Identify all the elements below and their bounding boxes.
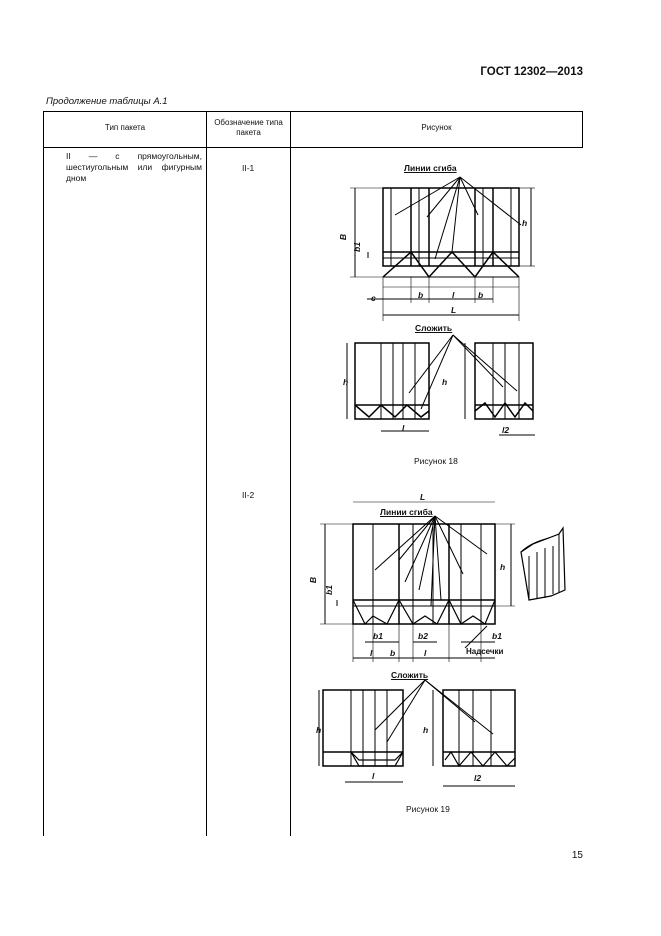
fig19-fold-lines-label: Линии сгиба (380, 507, 433, 517)
fig18-dim-l: l (452, 290, 455, 300)
fig19-folded-dim-h-left: h (316, 725, 322, 735)
fig19-folded-dim-h-right: h (423, 725, 429, 735)
fig19-dim-b1: b1 (373, 631, 383, 641)
fig19-dim-b1-left: b1 (323, 585, 334, 595)
fig19-dim-L: L (420, 492, 426, 502)
fig18-fold-lines-label: Линии сгиба (404, 163, 457, 173)
figure-19-drawing (315, 490, 575, 800)
package-type-text: II — с прямоугольным, шестиугольным или фигурным дном (66, 151, 202, 183)
fig19-dim-B: B (308, 576, 319, 584)
figure-18-drawing (335, 155, 550, 455)
column-header-code: Обозначение типа пакета (214, 118, 283, 137)
fig18-dim-c: c (371, 293, 376, 303)
fig18-dim-b-right: b (478, 290, 484, 300)
column-header-figure: Рисунок (421, 123, 452, 132)
standard-header: ГОСТ 12302—2013 (480, 66, 583, 78)
fig19-dim-b1-right: b1 (492, 631, 502, 641)
fig19-notches-label: Надсечки (466, 647, 504, 656)
package-code-ii-1: II-1 (242, 163, 255, 173)
fig19-folded-dim-l: l (372, 771, 375, 781)
package-code-ii-2: II-2 (242, 490, 255, 500)
fig18-fold-label: Сложить (415, 323, 453, 333)
fig19-dim-b: b (390, 648, 396, 658)
column-header-type: Тип пакета (104, 123, 146, 132)
fig19-dim-l-left: l (370, 648, 373, 658)
fig19-dim-b2: b2 (418, 631, 428, 641)
fig19-fold-label: Сложить (391, 670, 429, 680)
fig18-folded-dim-l2: l2 (502, 425, 510, 435)
fig18-dim-h: h (522, 218, 528, 228)
figure-19-caption: Рисунок 19 (406, 804, 450, 814)
fig19-dim-h: h (500, 562, 506, 572)
page-number: 15 (571, 850, 583, 861)
fig18-dim-b-left: b (418, 290, 424, 300)
fig18-dim-L: L (451, 305, 457, 315)
fig18-folded-dim-l: l (402, 423, 405, 433)
figure-18-caption: Рисунок 18 (414, 456, 458, 466)
fig18-folded-dim-h-right: h (442, 377, 448, 387)
fig18-dim-b1: b1 (351, 242, 362, 252)
fig18-dim-B: B (338, 233, 349, 241)
fig19-folded-dim-l2: l2 (474, 773, 482, 783)
fig19-dim-l-right: l (424, 648, 427, 658)
table-continuation-label: Продолжение таблицы А.1 (46, 96, 168, 107)
fig18-folded-dim-h-left: h (343, 377, 349, 387)
